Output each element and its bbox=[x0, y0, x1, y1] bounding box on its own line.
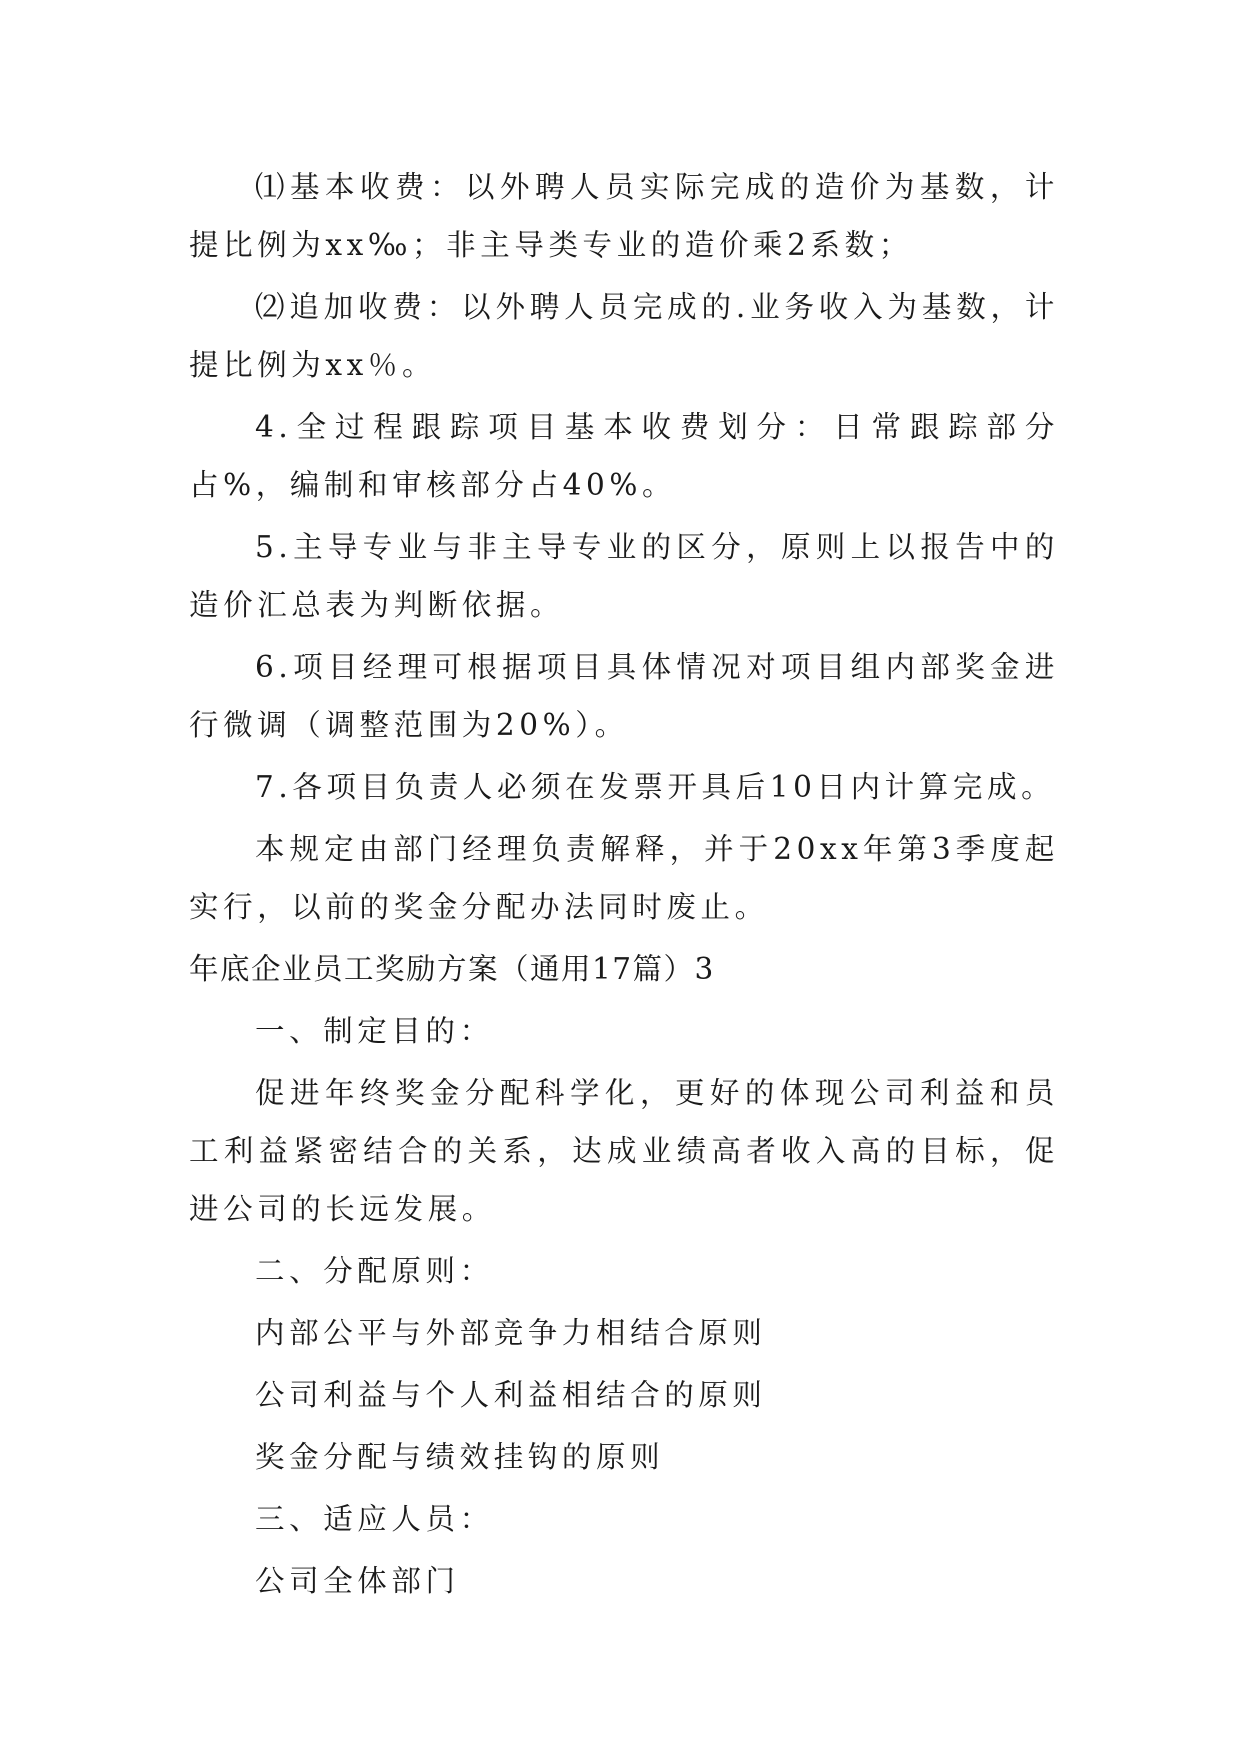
principle-performance: 奖金分配与绩效挂钩的原则 bbox=[255, 1440, 665, 1474]
section-title: 年底企业员工奖励方案（通用17篇）3 bbox=[189, 952, 715, 986]
heading-applicable-staff: 三、适应人员： bbox=[255, 1502, 494, 1536]
paragraph-item-4: 4.全过程跟踪项目基本收费划分：日常跟踪部分占%，编制和审核部分占40%。 bbox=[189, 410, 1059, 502]
paragraph-interpretation: 本规定由部门经理负责解释，并于20xx年第3季度起实行，以前的奖金分配办法同时废止。 bbox=[189, 832, 1059, 924]
paragraph-additional-fee: ⑵追加收费：以外聘人员完成的.业务收入为基数，计提比例为xx％。 bbox=[189, 290, 1059, 382]
paragraph-item-7: 7.各项目负责人必须在发票开具后10日内计算完成。 bbox=[255, 770, 1056, 804]
paragraph-item-5: 5.主导专业与非主导专业的区分，原则上以报告中的造价汇总表为判断依据。 bbox=[189, 530, 1059, 622]
heading-purpose: 一、制定目的： bbox=[255, 1014, 494, 1048]
paragraph-basic-fee: ⑴基本收费：以外聘人员实际完成的造价为基数，计提比例为xx‰；非主导类专业的造价乘2系数； bbox=[189, 170, 1059, 262]
paragraph-purpose: 促进年终奖金分配科学化，更好的体现公司利益和员工利益紧密结合的关系，达成业绩高者收入高的目标，促进公司的长远发展。 bbox=[189, 1076, 1059, 1226]
paragraph-all-departments: 公司全体部门 bbox=[255, 1564, 460, 1598]
heading-principles: 二、分配原则： bbox=[255, 1254, 494, 1288]
document-page bbox=[189, 158, 1059, 1614]
principle-fairness: 内部公平与外部竞争力相结合原则 bbox=[255, 1316, 767, 1350]
principle-interest: 公司利益与个人利益相结合的原则 bbox=[255, 1378, 767, 1412]
paragraph-item-6: 6.项目经理可根据项目具体情况对项目组内部奖金进行微调（调整范围为20%）。 bbox=[189, 650, 1059, 742]
